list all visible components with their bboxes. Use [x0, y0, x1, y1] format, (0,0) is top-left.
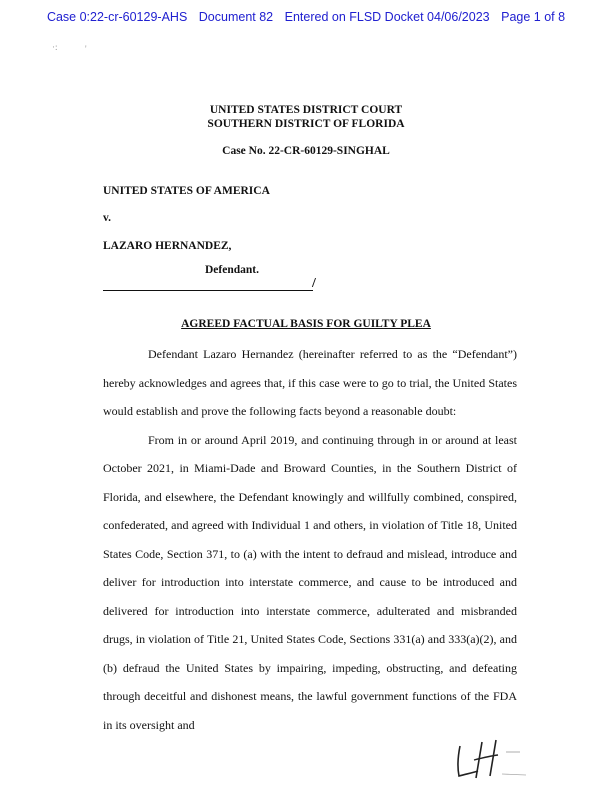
caption-slash: / [312, 276, 316, 291]
caption-divider-line [103, 290, 313, 291]
court-line-1: UNITED STATES DISTRICT COURT [209, 104, 403, 116]
court-name [0, 103, 612, 131]
docket-document-number: Document 82 [198, 10, 274, 24]
docket-case-number: Case 0:22-cr-60129-AHS [46, 10, 188, 24]
docket-entered: Entered on FLSD Docket 04/06/2023 [284, 10, 490, 24]
body-paragraph-1: Defendant Lazaro Hernandez (hereinafter referred to as the “Defendant”) hereby acknowledges and agrees that, if this case were to go to trial, the United States would establish and prove the following facts beyond a reasonable doubt: [103, 347, 517, 418]
court-line-2: SOUTHERN DISTRICT OF FLORIDA [207, 118, 405, 130]
plaintiff-name: UNITED STATES OF AMERICA [103, 185, 270, 197]
scan-speck: ·: [52, 42, 58, 52]
document-body [103, 340, 517, 739]
versus: v. [103, 212, 111, 224]
docket-page: Page 1 of 8 [501, 10, 566, 24]
document-title: AGREED FACTUAL BASIS FOR GUILTY PLEA [181, 318, 431, 330]
docket-header [0, 10, 612, 24]
body-paragraph-2: From in or around April 2019, and continuing through in or around at least October 2021, in Miami-Dade and Broward Counties, in the Southern District of Florida, and elsewhere, the Defendant knowingly and willfully combined, conspired, confederated, and agreed with Individual 1 and others, in violation of Title 18, United States Code, Section 371, to (a) with the intent to defraud and mislead, introduce and deliver for introduction into interstate commerce, and cause to be introduced and delivered for introduction into interstate commerce, adulterated and misbranded drugs, in violation of Title 21, United States Code, Sections 331(a) and 333(a)(2), and (b) defraud the United States by impairing, impeding, obstructing, and defeating through deceitful and dishonest means, the lawful government functions of the FDA in its oversight and [103, 432, 517, 732]
defendant-name: LAZARO HERNANDEZ, [103, 240, 232, 252]
defendant-label: Defendant. [205, 264, 259, 276]
scan-speck: ' [85, 44, 87, 54]
handwritten-initials [452, 738, 532, 789]
initials-signature-icon [452, 738, 532, 784]
case-number: Case No. 22-CR-60129-SINGHAL [222, 145, 390, 157]
